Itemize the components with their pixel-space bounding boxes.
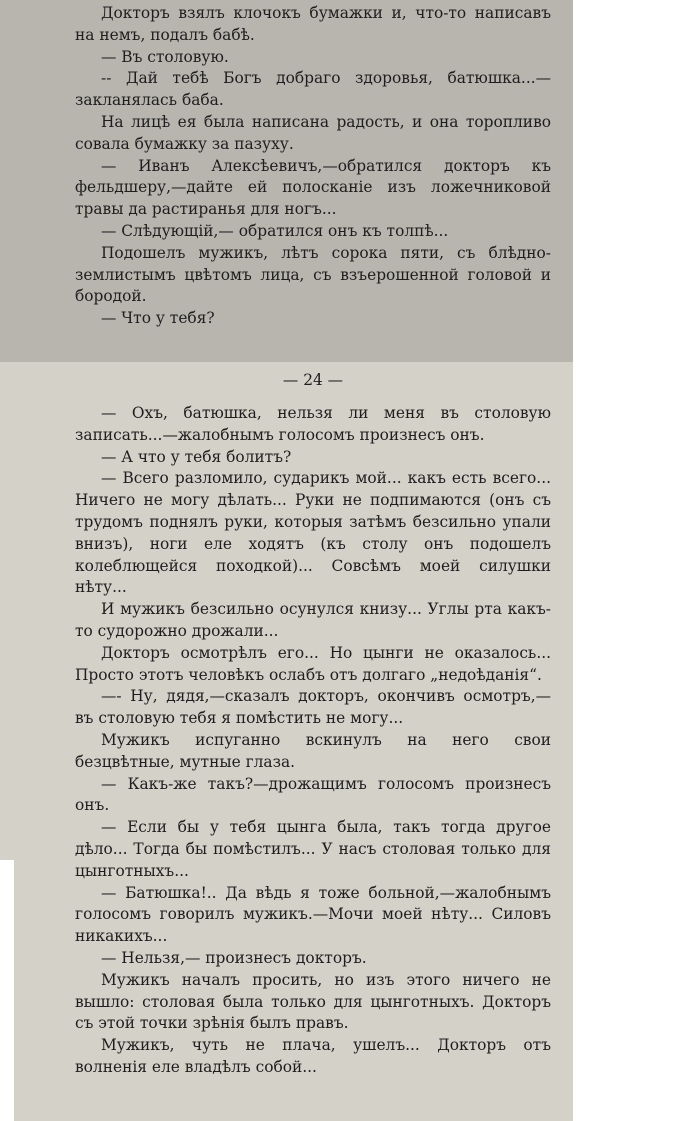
paragraph: Мужикъ началъ просить, но изъ этого ничего не вышло: столовая была только для цынготныхъ. Докторъ съ этой точки зрѣнія былъ правъ. <box>75 970 551 1033</box>
paragraph: — Нельзя,— произнесъ докторъ. <box>101 948 367 967</box>
paragraph: И мужикъ безсильно осунулся книзу... Углы рта какъ-то судорожно дрожали... <box>75 600 551 640</box>
paragraph: Мужикъ, чуть не плача, ушелъ... Докторъ отъ волненія еле владѣлъ собой... <box>75 1036 551 1076</box>
paragraph: — Батюшка!.. Да вѣдь я тоже больной,—жалобнымъ голосомъ говорилъ мужикъ.—Мочи моей нѣту... Силовъ никакихъ... <box>75 883 551 946</box>
paragraph: — Что у тебя? <box>101 309 215 328</box>
paragraph: Мужикъ испуганно вскинулъ на него свои безцвѣтные, мутные глаза. <box>75 730 551 771</box>
page-number: — 24 — <box>282 371 344 389</box>
paragraph: — А что у тебя болитъ? <box>101 447 292 466</box>
upper-text-block <box>75 3 551 330</box>
paragraph: На лицѣ ея была написана радость, и она торопливо совала бумажку за пазуху. <box>75 112 551 153</box>
lower-text-block <box>75 403 551 1079</box>
paragraph: —- Ну, дядя,—сказалъ докторъ, окончивъ осмотръ,— въ столовую тебя я помѣстить не могу... <box>75 687 551 728</box>
paragraph: — Всего разломило, сударикъ мой... какъ есть всего... Ничего не могу дѣлать... Руки не подпимаются (онъ съ трудомъ поднялъ руки, которыя затѣмъ безсильно упали внизъ), ноги еле ходятъ (къ столу онъ подошелъ колеблющейся походкой)... Совсѣмъ моей силушки нѣту... <box>75 469 551 597</box>
paragraph: — Слѣдующій,— обратился онъ къ толпѣ... <box>101 221 449 240</box>
paragraph: — Какъ-же такъ?—дрожащимъ голосомъ произнесъ онъ. <box>75 774 551 815</box>
paragraph: — Охъ, батюшка, нельзя ли меня въ столовую записать...—жалобнымъ голосомъ произнесъ онъ. <box>75 404 551 444</box>
paragraph: — Въ столовую. <box>101 47 229 66</box>
paragraph: Докторъ взялъ клочокъ бумажки и, что-то написавъ на немъ, подалъ бабѣ. <box>75 4 551 44</box>
scan-margin-gap <box>0 860 14 1121</box>
paragraph: — Если бы у тебя цынга была, такъ тогда другое дѣло... Тогда бы помѣстилъ... У насъ столовая только для цынготныхъ... <box>75 818 551 880</box>
paragraph: -- Дай тебѣ Богъ добраго здоровья, батюшка...— закланялась баба. <box>75 69 551 110</box>
paragraph: — Иванъ Алексѣевичъ,—обратился докторъ къ фельдшеру,—дайте ей полосканіе изъ ложечниковой травы да растиранья для ногъ... <box>75 156 551 219</box>
paragraph: Подошелъ мужикъ, лѣтъ сорока пяти, съ блѣдно-землистымъ цвѣтомъ лица, съ взъерошенной головой и бородой. <box>75 243 551 306</box>
paragraph: Докторъ осмотрѣлъ его... Но цынги не оказалось... Просто этотъ человѣкъ ослабъ отъ долгаго „недоѣданія“. <box>75 643 551 684</box>
